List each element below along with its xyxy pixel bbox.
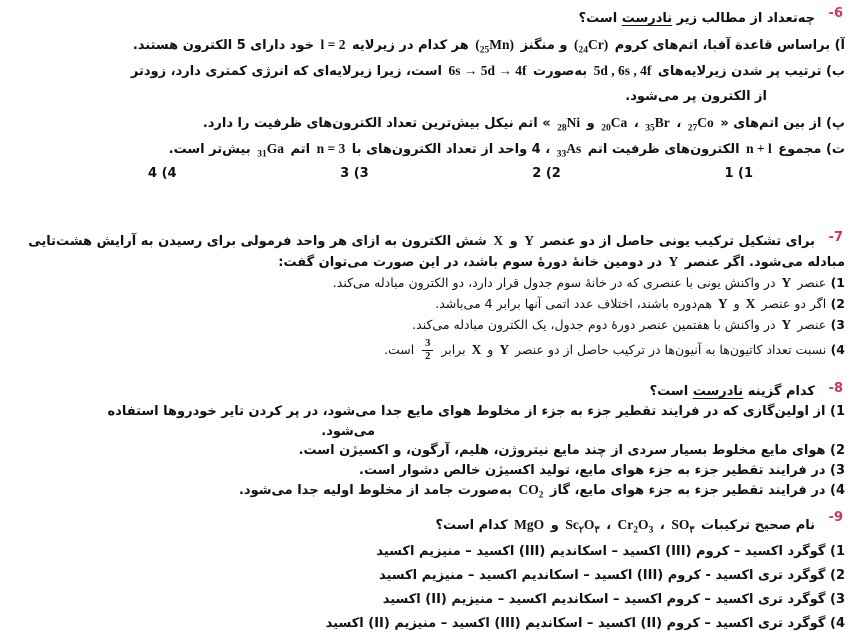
question-8-line-4 — [8, 441, 845, 461]
question-7 — [8, 230, 845, 365]
chemical-formula: $_{20}$Ca — [601, 115, 628, 134]
answer-key-cell: 2 (2 — [532, 166, 561, 181]
question-7-line-5 — [8, 314, 845, 335]
text-run: گوگرد تری اکسید - کروم (III) اکسید – اسکاندیم اکسید – منیزیم اکسید — [378, 567, 826, 583]
text-run: هوای مایع مخلوط بسیار سردی از چند مایع نیتروژن، هلیم، آرگون، و اکسیژن است. — [298, 443, 826, 458]
question-6-answer-key-row — [8, 162, 845, 186]
question-7-line-3 — [8, 272, 845, 293]
text-run: است، زیرا زیرلایه‌ای که انرژی کمتری دارد، زودتر — [130, 64, 447, 79]
chemical-formula: $(_{24}Cr)$ — [574, 37, 609, 56]
text-run: در واکنش با هفتمین عنصر دورهٔ دوم جدول، یک الکترون مبادله می‌کند. — [412, 317, 780, 332]
option-number: 4) — [826, 342, 845, 357]
text-run: آ) براساس قاعدة آفبا، اتم‌های کروم — [610, 38, 845, 53]
text-run: در واکنش یونی با عنصری که در خانهٔ سوم جدول قرار دارد، دو الکترون مبادله می‌کند. — [332, 275, 780, 290]
text-run: است. — [383, 342, 419, 357]
math-expression: X — [471, 342, 482, 357]
chemical-formula: $_{28}$Ni — [557, 115, 581, 134]
text-run: و — [729, 296, 744, 311]
text-run: ب) ترتیب پر شدن زیرلایه‌های — [653, 64, 845, 79]
text-run: و — [483, 342, 498, 357]
chemical-formula: $_{31}$Ga — [257, 141, 284, 160]
chemical-formula: $Cr_2O_3$ — [617, 516, 654, 536]
question-6-number: -6 — [828, 6, 843, 21]
text-run: ، — [629, 116, 644, 131]
text-run: برای تشکیل ترکیب یونی حاصل از دو عنصر — [536, 234, 815, 249]
option-number: 3) — [825, 591, 845, 607]
text-run: برابر — [437, 342, 470, 357]
text-run: و منگنز — [516, 38, 573, 53]
math-expression: X — [745, 296, 756, 311]
math-expression: Y — [499, 342, 510, 357]
text-run: در دومین خانهٔ دورهٔ سوم باشد، در این صورت می‌توان گفت: — [278, 255, 667, 270]
question-6-line-4 — [8, 84, 845, 110]
math-expression: 6s → 5d → 4f — [448, 63, 527, 78]
math-expression: 5d , 6s , 4f — [593, 63, 652, 78]
option-number: 3) — [825, 462, 845, 478]
question-6-line-1 — [8, 6, 845, 32]
question-9 — [8, 510, 845, 636]
question-8-line-6 — [8, 480, 845, 500]
text-run: از الکترون پر می‌شود. — [625, 89, 767, 104]
option-number: 2) — [826, 296, 845, 311]
question-9-line-5 — [8, 612, 845, 636]
chemical-formula: $_{27}$Co — [687, 115, 714, 134]
chemical-formula: MgO — [514, 516, 545, 532]
fraction: $\frac{3}{2}$ — [422, 338, 433, 363]
text-run: گوگرد اکسید – کروم (III) اکسید – اسکاندیم (III) اکسید – منیزیم اکسید — [376, 543, 826, 559]
question-7-line-6 — [8, 335, 845, 365]
text-run: است؟ — [578, 11, 622, 26]
math-expression: l = 2 — [320, 37, 346, 52]
text-run: به‌صورت — [528, 64, 592, 79]
answer-key-cell: 4 (4 — [148, 166, 177, 181]
text-run: مبادله می‌شود. اگر عنصر — [680, 255, 845, 270]
math-expression: n + l — [746, 141, 772, 156]
question-8-number: -8 — [828, 381, 843, 396]
text-run: شش الکترون به ازای هر واحد فرمولی برای رسیدن به آرایش هشت‌تایی — [28, 234, 492, 249]
text-run: ت) مجموع — [773, 142, 845, 157]
questions-list — [8, 6, 845, 636]
question-7-line-1 — [8, 230, 845, 251]
question-9-line-1 — [8, 510, 845, 540]
question-6-line-3 — [8, 58, 845, 84]
chemical-formula: $_{35}$Br — [645, 115, 670, 134]
question-8-line-5 — [8, 461, 845, 481]
text-run: ، — [671, 116, 686, 131]
text-run: به‌صورت جامد از مخلوط اولیه جدا می‌شود. — [238, 483, 517, 498]
text-run: و — [582, 116, 600, 131]
math-expression: Y — [781, 275, 792, 290]
text-run: چه‌تعداد از مطالب زیر — [672, 11, 815, 26]
question-6 — [8, 6, 845, 186]
option-number: 1) — [826, 275, 845, 290]
option-number: 3) — [826, 317, 845, 332]
option-number: 2) — [825, 567, 845, 583]
text-run: در فرایند تقطیر جزء به جزء هوای مایع، تولید اکسیژن خالص دشوار است. — [359, 462, 826, 478]
chemical-formula: $(_{25}Mn)$ — [475, 37, 515, 56]
answer-key-cell: 3 (3 — [340, 166, 369, 181]
option-number: 1) — [825, 404, 845, 419]
option-number: 4) — [825, 483, 845, 498]
math-expression: Y — [781, 317, 792, 332]
question-8-line-1 — [8, 381, 845, 402]
option-number: 2) — [825, 443, 845, 458]
question-7-line-4 — [8, 293, 845, 314]
text-run: هر کدام در زیرلایه — [347, 38, 474, 53]
question-6-line-2 — [8, 32, 845, 58]
question-6-line-6 — [8, 136, 845, 162]
underlined-word: نادرست — [692, 384, 744, 399]
question-9-line-3 — [8, 564, 845, 588]
text-run: کدام است؟ — [435, 517, 513, 533]
text-run: پ) از بین اتم‌های « — [715, 116, 845, 131]
question-7-number: -7 — [828, 230, 843, 245]
question-8 — [8, 381, 845, 500]
text-run: است؟ — [649, 384, 693, 399]
question-8-line-2 — [8, 402, 845, 422]
answer-key-cell: 1 (1 — [724, 166, 753, 181]
text-run: الکترون‌های ظرفیت اتم — [583, 142, 745, 157]
text-run: کدام گزینه — [743, 384, 815, 399]
text-run: هم‌دوره باشند، اختلاف عدد اتمی آنها برابر 4 می‌باشد. — [435, 296, 716, 311]
underlined-word: نادرست — [621, 11, 673, 26]
text-run: گوگرد تری اکسید – کروم (II) اکسید – اسکاندیم (III) اکسید – منیزیم (II) اکسید — [325, 615, 826, 631]
option-number: 1) — [825, 543, 845, 559]
text-run: از اولین‌گازی که در فرایند تقطیر جزء به جزء از مخلوط هوای مایع جدا می‌شود، در پر کردن تایر خودروها استفاده — [107, 404, 826, 419]
text-run: عنصر — [793, 275, 827, 290]
question-9-number: -9 — [828, 509, 843, 525]
math-expression: Y — [524, 233, 535, 248]
chemical-formula: $Sc_۲O_۳$ — [565, 516, 600, 536]
text-run: ، — [655, 517, 670, 533]
math-expression: X — [493, 233, 504, 248]
question-9-line-4 — [8, 588, 845, 612]
text-run: نسبت تعداد کاتیون‌ها به آنیون‌ها در ترکیب حاصل از دو عنصر — [511, 342, 827, 357]
math-expression: Y — [717, 296, 728, 311]
text-run: خود دارای 5 الکترون هستند. — [132, 38, 319, 53]
question-8-line-3 — [8, 422, 845, 442]
text-run: در فرایند تقطیر جزء به جزء هوای مایع، گاز — [545, 483, 826, 498]
text-run: ، 4 واحد از تعداد الکترون‌های با — [347, 142, 555, 157]
text-run: » اتم نیکل بیش‌ترین تعداد الکترون‌های ظرفیت را دارد. — [202, 116, 556, 131]
chemical-formula: $CO_2$ — [518, 482, 544, 500]
math-expression: n = 3 — [316, 141, 346, 156]
math-expression: Y — [668, 254, 679, 269]
text-run: و — [505, 234, 523, 249]
text-run: ، — [601, 517, 616, 533]
question-9-line-2 — [8, 540, 845, 564]
text-run: بیش‌تر است. — [168, 142, 256, 157]
text-run: گوگرد تری اکسید – کروم اکسید – اسکاندیم اکسید – منیزیم (II) اکسید — [382, 591, 826, 607]
chemical-formula: $_{33}$As — [556, 141, 582, 160]
text-run: اتم — [285, 142, 315, 157]
text-run: اگر دو عنصر — [757, 296, 827, 311]
chemical-formula: $SO_۳$ — [671, 516, 695, 536]
text-run: نام صحیح ترکیبات — [696, 517, 815, 533]
text-run: عنصر — [793, 317, 827, 332]
text-run: و — [546, 517, 564, 533]
option-number: 4) — [825, 615, 845, 631]
question-6-line-5 — [8, 110, 845, 136]
text-run: می‌شود. — [321, 423, 375, 439]
question-7-line-2 — [8, 251, 845, 272]
